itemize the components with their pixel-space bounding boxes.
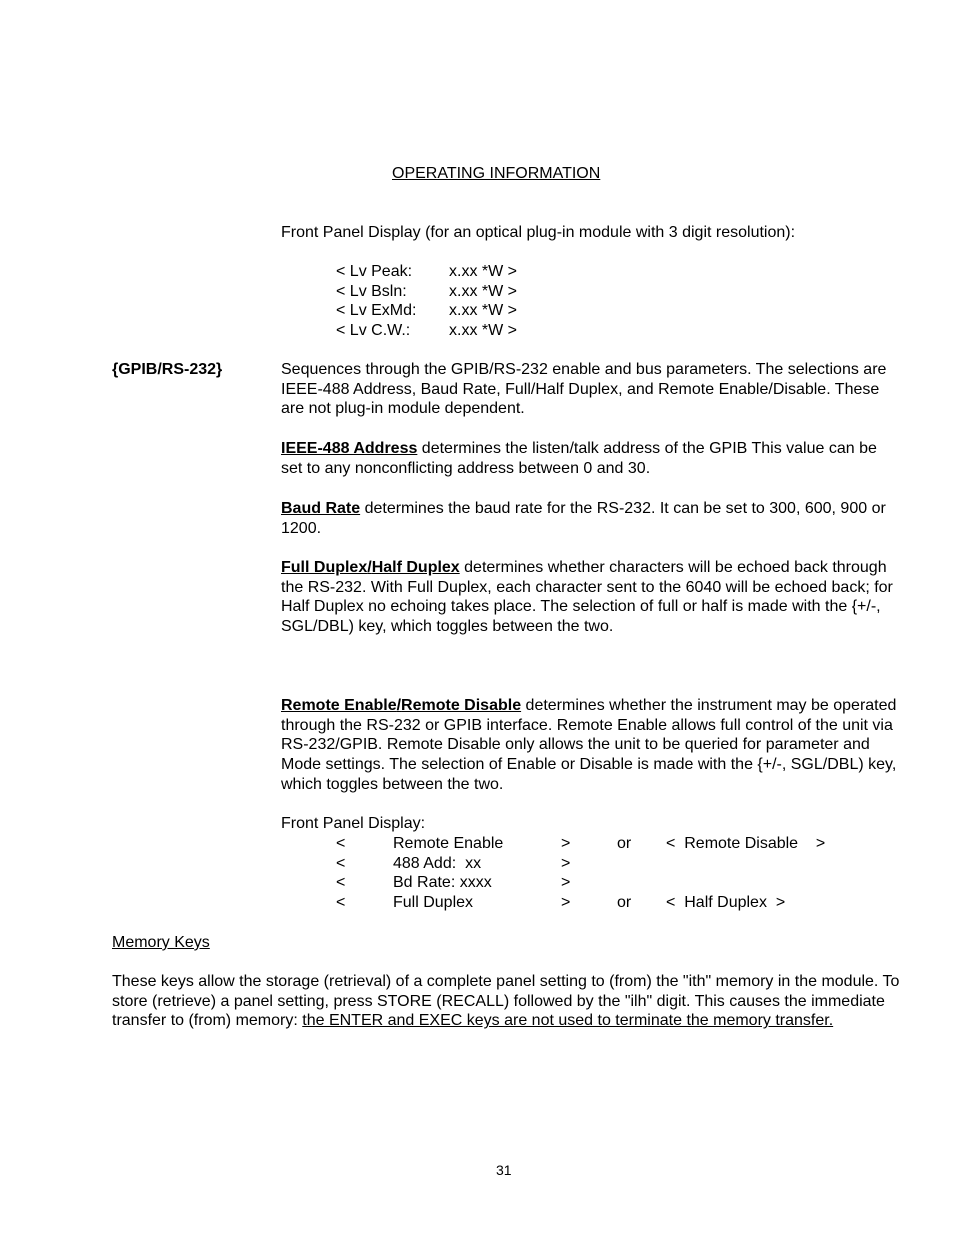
fp-label: Front Panel Display: (281, 815, 426, 832)
memory-heading: Memory Keys (112, 934, 210, 951)
duplex-term-sep: / (367, 559, 372, 576)
duplex-term-full: Full Duplex (281, 559, 368, 576)
ieee-term: IEEE-488 Address (281, 440, 418, 457)
fp-or: or (617, 835, 632, 852)
display-line-label: < Lv C.W.: (336, 322, 411, 339)
display-line-value: x.xx *W > (449, 283, 518, 300)
fp-alt: < Remote Disable > (666, 835, 826, 852)
display-line-label: < Lv Peak: (336, 263, 413, 280)
fp-lt: < (336, 855, 346, 872)
fp-text: Full Duplex (393, 894, 474, 911)
remote-paragraph (281, 696, 901, 795)
ieee-text: determines the listen/talk address of the GPIB This value can be set to any nonconflicting address between 0 and 30. (281, 440, 877, 477)
fp-text: 488 Add: xx (393, 855, 482, 872)
page-title: OPERATING INFORMATION (392, 165, 601, 182)
memory-paragraph (112, 972, 901, 1031)
fp-lt: < (336, 894, 346, 911)
gpib-intro: Sequences through the GPIB/RS-232 enable and bus parameters. The selections are IEEE-488 Address, Baud Rate, Full/Half Duplex, and Remote Enable/Disable. These are not plug-in module dependent. (281, 361, 887, 418)
remote-term-enable: Remote Enable (281, 697, 397, 714)
baud-paragraph (281, 499, 901, 538)
duplex-text: determines whether characters will be echoed back through the RS-232. With Full Duplex, each character sent to the 6040 will be echoed back; for Half Duplex no echoing takes place. The selection of full or half is made with the {+/-, SGL/DBL) key, which toggles between the two. (281, 559, 893, 636)
duplex-paragraph (281, 558, 901, 637)
gpib-heading: {GPIB/RS-232} (112, 361, 223, 378)
display-line-label: < Lv ExMd: (336, 302, 417, 319)
display-line-value: x.xx *W > (449, 322, 518, 339)
ieee-paragraph (281, 439, 901, 478)
fp-gt: > (561, 855, 571, 872)
fp-text: Remote Enable (393, 835, 504, 852)
remote-text: determines whether the instrument may be operated through the RS-232 or GPIB interface. Remote Enable allows full control of the unit via RS-232/GPIB. Remote Disable only allows the unit to be queried for parameter and Mode settings. The selection of Enable or Disable is made with the {+/-, SGL/DBL) key, which toggles between the two. (281, 697, 897, 793)
fp-lt: < (336, 835, 346, 852)
fp-gt: > (561, 835, 571, 852)
remote-term-disable: Remote Disable (401, 697, 522, 714)
fp-lt: < (336, 874, 346, 891)
display-line-value: x.xx *W > (449, 263, 518, 280)
fp-alt: < Half Duplex > (666, 894, 786, 911)
remote-term-sep: / (396, 697, 402, 714)
memory-text: These keys allow the storage (retrieval) of a complete panel setting to (from) the "ith" memory in the module. To store (retrieve) a panel setting, press STORE (RECALL) followed by the "ilh" digit. This causes the immediate transfer to (from) memory: (112, 973, 900, 1030)
display-line-value: x.xx *W > (449, 302, 518, 319)
display-line-label: < Lv Bsln: (336, 283, 407, 300)
memory-underlined: the ENTER and EXEC keys are not used to terminate the memory transfer. (302, 1012, 834, 1030)
page-number: 31 (496, 1162, 512, 1178)
fp-or: or (617, 894, 632, 911)
baud-term: Baud Rate (281, 500, 361, 517)
fp-text: Bd Rate: xxxx (393, 874, 492, 891)
baud-text: determines the baud rate for the RS-232. It can be set to 300, 600, 900 or 1200. (281, 500, 886, 537)
front-panel-intro: Front Panel Display (for an optical plug-in module with 3 digit resolution): (281, 224, 796, 241)
duplex-term-half: Half Duplex (371, 559, 460, 576)
fp-gt: > (561, 894, 571, 911)
fp-gt: > (561, 874, 571, 891)
